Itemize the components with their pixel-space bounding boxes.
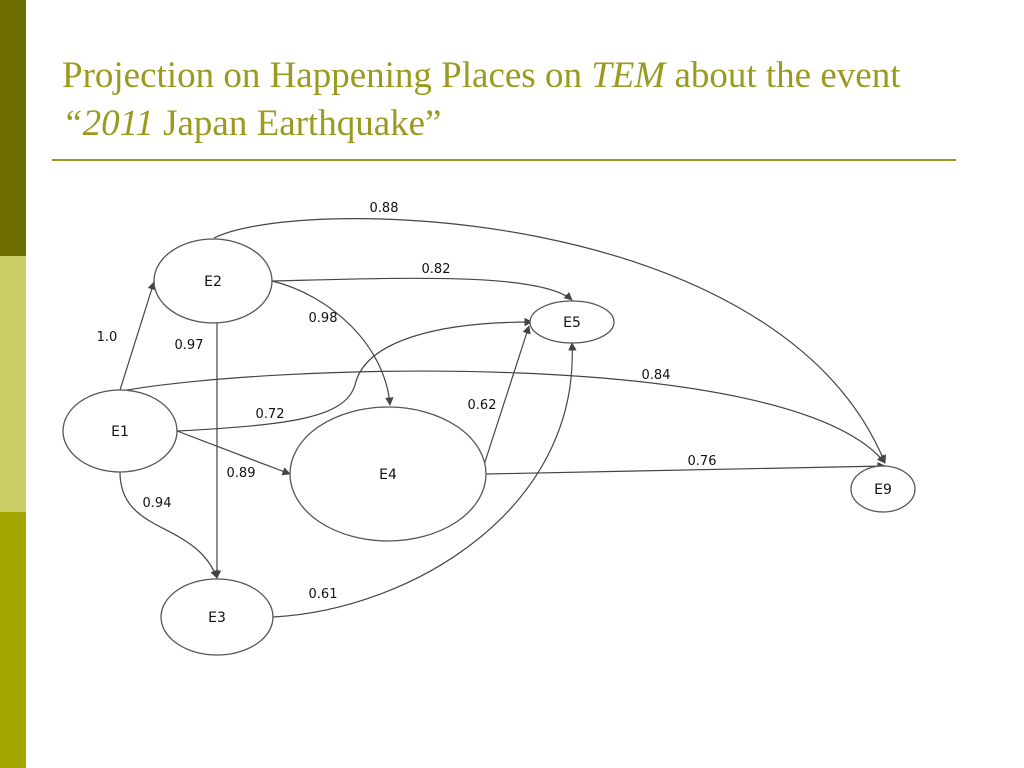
- node-label-e4: E4: [379, 467, 397, 483]
- weight-label-e4-e5: 0.62: [467, 398, 497, 413]
- weight-label-e2-e4: 0.98: [308, 311, 338, 326]
- node-label-e2: E2: [204, 274, 222, 290]
- edge-e2-e4: [272, 281, 390, 405]
- weight-label-e1-e4: 0.89: [226, 466, 256, 481]
- node-e1: [63, 390, 177, 472]
- edge-e2-e9: [214, 219, 885, 463]
- edge-e4-e9: [486, 466, 885, 474]
- edge-e1-e3: [120, 472, 217, 578]
- node-label-e9: E9: [874, 482, 892, 498]
- weight-label-e4-e9: 0.76: [687, 454, 717, 469]
- weight-label-e2-e3: 0.97: [174, 338, 204, 353]
- weight-label-e1-e5: 0.72: [255, 407, 285, 422]
- weight-label-e2-e5: 0.82: [421, 262, 451, 277]
- title-text-3: Japan Earthquake”: [153, 103, 442, 144]
- weight-label-e3-e5: 0.61: [308, 587, 338, 602]
- weight-label-e1-e2: 1.0: [96, 330, 118, 345]
- node-e3: [161, 579, 273, 655]
- title-italic-tem: TEM: [591, 55, 666, 96]
- edge-e1-e9: [122, 371, 885, 463]
- edge-e2-e5: [272, 278, 572, 300]
- title-italic-2011: “2011: [62, 103, 154, 144]
- title-text-1: Projection on Happening Places on: [62, 55, 592, 96]
- node-e2: [154, 239, 272, 323]
- weight-label-e1-e9: 0.84: [641, 368, 671, 383]
- node-e9: [851, 466, 915, 512]
- node-label-e1: E1: [111, 424, 129, 440]
- node-label-e5: E5: [563, 315, 581, 331]
- edge-e1-e2: [120, 282, 154, 390]
- node-e4: [290, 407, 486, 541]
- node-label-e3: E3: [208, 610, 226, 626]
- node-e5: [530, 301, 614, 343]
- title-text-2: about the event: [665, 55, 901, 96]
- edge-e4-e5: [484, 326, 529, 465]
- weight-label-e2-e9: 0.88: [369, 201, 399, 216]
- weight-label-e1-e3: 0.94: [142, 496, 172, 511]
